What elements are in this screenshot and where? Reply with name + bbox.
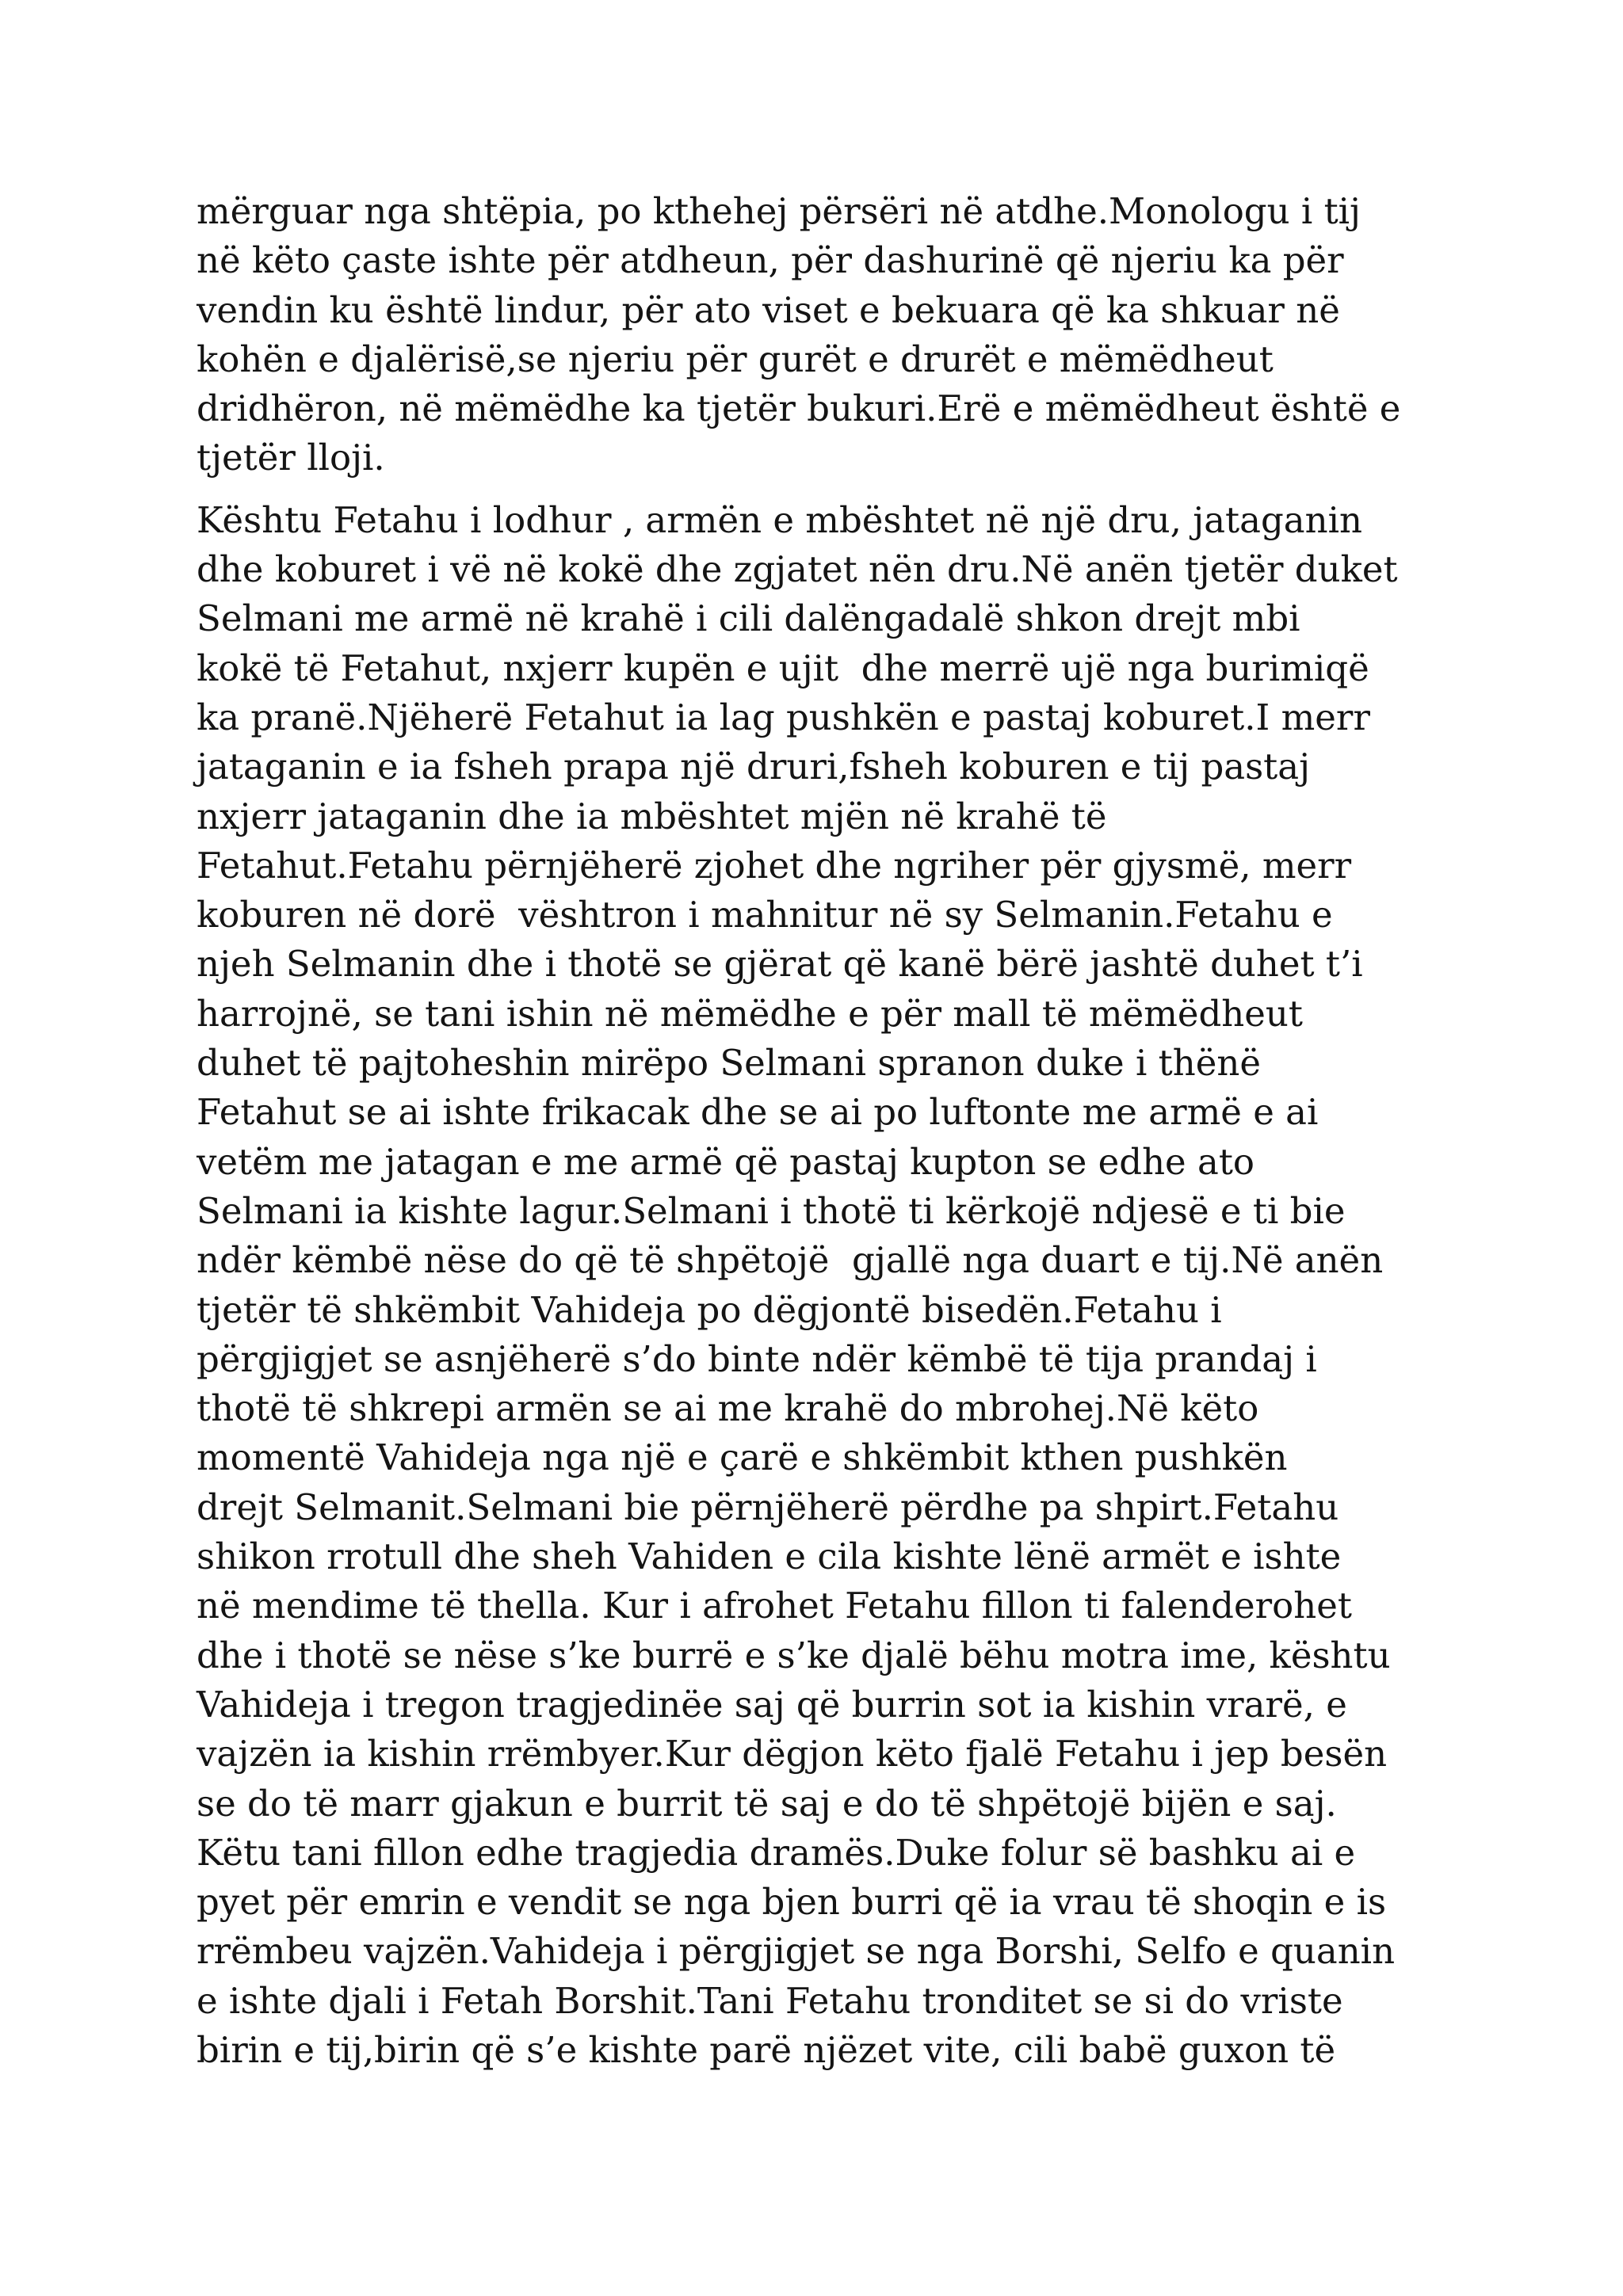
- text-line: duhet të pajtoheshin mirëpo Selmani spranon duke i thënë: [197, 1042, 1261, 1085]
- text-line: rrëmbeu vajzën.Vahideja i përgjigjet se nga Borshi, Selfo e quanin: [197, 1930, 1396, 1973]
- text-line: thotë të shkrepi armën se ai me krahë do mbrohej.Në këto: [197, 1387, 1259, 1430]
- text-line: nxjerr jataganin dhe ia mbështet mjën në krahë të: [197, 795, 1107, 837]
- text-line: Selmani me armë në krahë i cili dalëngadalë shkon drejt mbi: [197, 597, 1300, 640]
- text-line: dhe koburet i vë në kokë dhe zgjatet nën dru.Në anën tjetër duket: [197, 548, 1398, 591]
- text-line: Këtu tani fillon edhe tragjedia dramës.Duke folur së bashku ai e: [197, 1831, 1356, 1874]
- text-line: koburen në dorë vështron i mahnitur në sy Selmanin.Fetahu e: [197, 894, 1333, 936]
- text-line: vendin ku është lindur, për ato viset e bekuara që ka shkuar në: [197, 288, 1340, 331]
- text-line: birin e tij,birin që s’e kishte parë njëzet vite, cili babë guxon të: [197, 2028, 1336, 2071]
- text-line: dridhëron, në mëmëdhe ka tjetër bukuri.Erë e mëmëdheut është e: [197, 387, 1401, 430]
- text-line: mërguar nga shtëpia, po kthehej përsëri në atdhe.Monologu i tij: [197, 190, 1361, 232]
- text-line: Kështu Fetahu i lodhur , armën e mbështet në një dru, jataganin: [197, 498, 1362, 541]
- text-line: kohën e djalërisë,se njeriu për gurët e drurët e mëmëdheut: [197, 338, 1274, 380]
- text-line: në këto çaste ishte për atdheun, për dashurinë që njeriu ka për: [197, 239, 1344, 282]
- text-line: përgjigjet se asnjëherë s’do binte ndër këmbë të tija prandaj i: [197, 1337, 1317, 1380]
- text-line: pyet për emrin e vendit se nga bjen burri që ia vrau të shoqin e is: [197, 1881, 1387, 1924]
- text-line: vetëm me jatagan e me armë që pastaj kupton se edhe ato: [197, 1140, 1254, 1183]
- text-line: vajzën ia kishin rrëmbyer.Kur dëgjon këto fjalë Fetahu i jep besën: [197, 1733, 1388, 1775]
- text-line: ndër këmbë nëse do që të shpëtojë gjallë nga duart e tij.Në anën: [197, 1239, 1384, 1282]
- text-line: Vahideja i tregon tragjedinëe saj që burrin sot ia kishin vrarë, e: [197, 1683, 1347, 1726]
- document-page: [197, 187, 1441, 2075]
- text-line: momentë Vahideja nga një e çarë e shkëmbit kthen pushkën: [197, 1436, 1288, 1479]
- text-line: shikon rrotull dhe sheh Vahiden e cila kishte lënë armët e ishte: [197, 1535, 1342, 1578]
- text-line: Fetahut se ai ishte frikacak dhe se ai po luftonte me armë e ai: [197, 1091, 1319, 1134]
- text-line: kokë të Fetahut, nxjerr kupën e ujit dhe merrë ujë nga burimiqë: [197, 646, 1369, 689]
- text-line: në mendime të thella. Kur i afrohet Fetahu fillon ti falenderohet: [197, 1585, 1352, 1627]
- text-line: drejt Selmanit.Selmani bie përnjëherë përdhe pa shpirt.Fetahu: [197, 1486, 1339, 1528]
- text-line: tjetër të shkëmbit Vahideja po dëgjontë bisedën.Fetahu i: [197, 1288, 1222, 1331]
- text-line: njeh Selmanin dhe i thotë se gjërat që kanë bërë jashtë duhet t’i: [197, 943, 1363, 986]
- text-line: e ishte djali i Fetah Borshit.Tani Fetahu tronditet se si do vriste: [197, 1979, 1343, 2022]
- text-line: ka pranë.Njëherë Fetahut ia lag pushkën e pastaj koburet.I merr: [197, 696, 1370, 738]
- paragraph-1: [197, 187, 1441, 483]
- text-line: dhe i thotë se nëse s’ke burrë e s’ke djalë bëhu motra ime, kështu: [197, 1634, 1391, 1676]
- text-line: jataganin e ia fsheh prapa një druri,fsheh koburen e tij pastaj: [197, 746, 1311, 788]
- text-line: Fetahut.Fetahu përnjëherë zjohet dhe ngriher për gjysmë, merr: [197, 844, 1352, 887]
- text-line: tjetër lloji.: [197, 437, 385, 479]
- paragraph-2: [197, 496, 1441, 2076]
- text-line: se do të marr gjakun e burrit të saj e do të shpëtojë bijën e saj.: [197, 1782, 1337, 1825]
- text-line: harrojnë, se tani ishin në mëmëdhe e për mall të mëmëdheut: [197, 992, 1303, 1035]
- text-line: Selmani ia kishte lagur.Selmani i thotë ti kërkojë ndjesë e ti bie: [197, 1189, 1346, 1232]
